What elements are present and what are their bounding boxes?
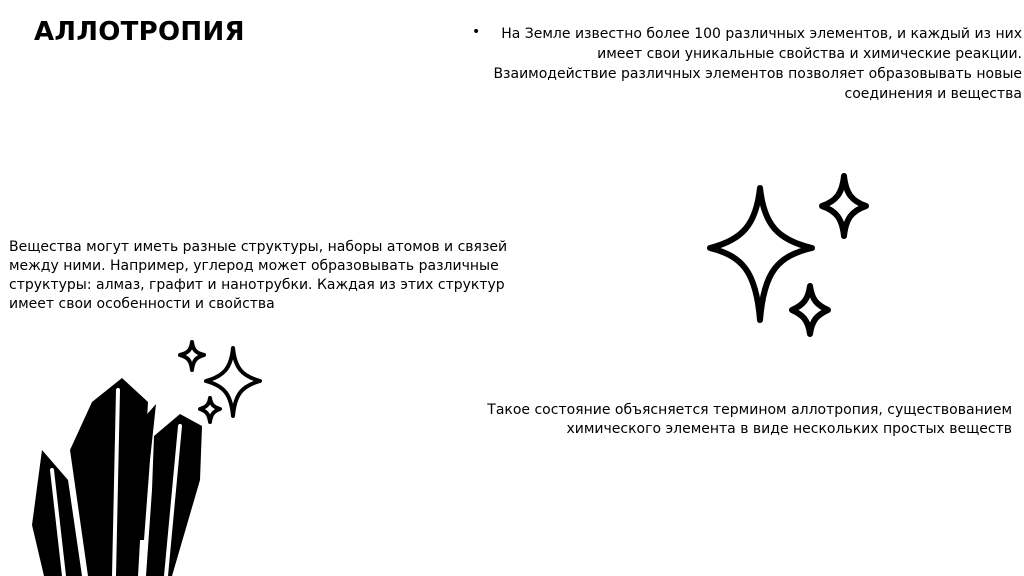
- crystal-icon: [30, 340, 270, 576]
- definition-paragraph: Такое состояние объясняется термином аллотропия, существованием химического элемента в виде нескольких простых веществ: [487, 402, 1012, 437]
- sparkles-icon: [700, 170, 880, 340]
- intro-paragraph: На Земле известно более 100 различных элементов, и каждый из них имеет свои уникальные свойства и химические реакции. Взаимодействие различных элементов позволяет образовывать новые соединения и вещества: [493, 26, 1022, 102]
- slide-title: АЛЛОТРОПИЯ: [34, 17, 245, 47]
- bullet-marker: •: [472, 24, 481, 40]
- structures-paragraph: Вещества могут иметь разные структуры, наборы атомов и связей между ними. Например, углерод может образовывать различные структуры: алмаз, графит и нанотрубки. Каждая из этих структур имеет свои особенности и свойства: [9, 239, 508, 312]
